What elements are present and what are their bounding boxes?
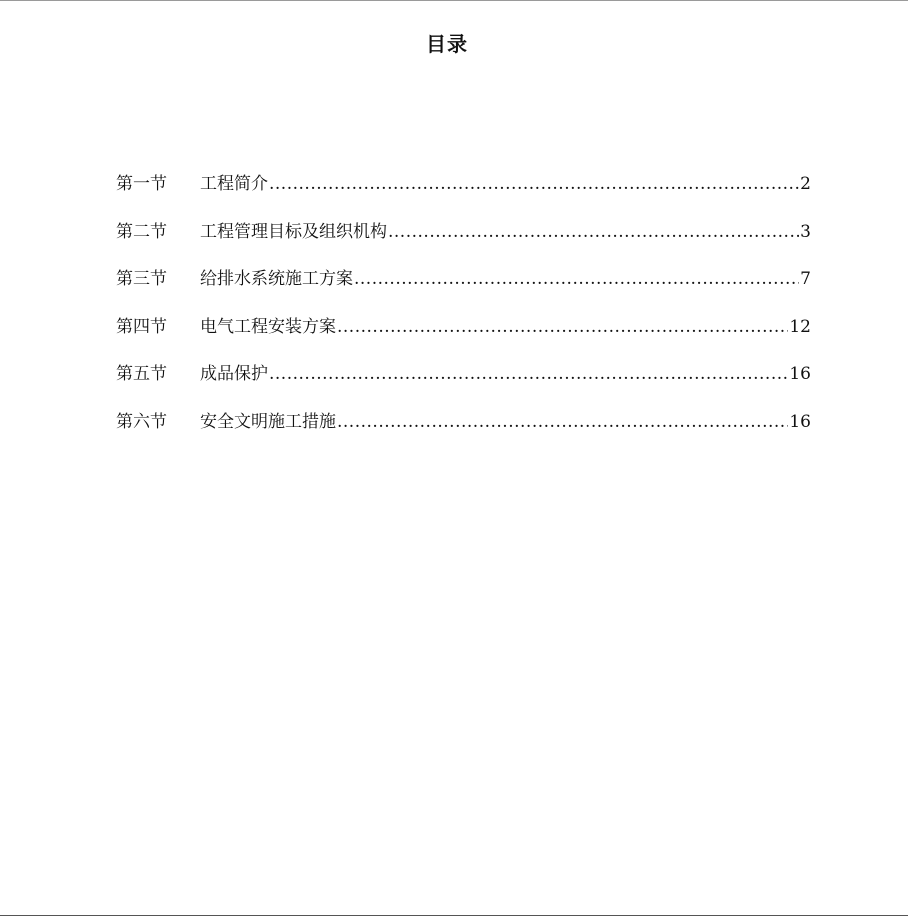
page-title: 目录 (426, 32, 468, 56)
dot-leader (354, 264, 799, 294)
toc-entry[interactable] (116, 264, 811, 312)
dot-leader (337, 312, 788, 342)
toc-entry-title: 安全文明施工措施 (200, 411, 336, 432)
toc-entry[interactable] (116, 407, 811, 455)
toc-entry-title: 工程管理目标及组织机构 (200, 221, 387, 242)
dot-leader (388, 217, 799, 247)
toc-section-number: 第三节 (116, 269, 167, 289)
toc-section-number: 第二节 (116, 221, 167, 242)
toc-entry[interactable] (116, 169, 811, 217)
toc-section-number: 第五节 (116, 364, 167, 384)
toc-page-number: 16 (789, 364, 811, 384)
toc-section-number: 第一节 (116, 174, 167, 194)
top-border-line (0, 0, 908, 1)
toc-page-number: 2 (800, 174, 811, 194)
toc-page-number: 3 (800, 221, 811, 242)
toc-page-number: 16 (789, 411, 811, 432)
toc-entry[interactable] (116, 312, 811, 360)
table-of-contents (116, 169, 811, 454)
toc-entry[interactable] (116, 359, 811, 407)
toc-entry-title: 电气工程安装方案 (200, 316, 336, 337)
dot-leader (337, 407, 788, 437)
toc-entry-title: 工程简介 (200, 174, 268, 194)
bottom-border-line (0, 915, 908, 916)
dot-leader (269, 169, 799, 199)
toc-page-number: 12 (789, 316, 811, 337)
toc-entry[interactable] (116, 217, 811, 265)
toc-section-number: 第四节 (116, 316, 167, 337)
toc-entry-title: 给排水系统施工方案 (200, 269, 353, 289)
dot-leader (269, 359, 788, 389)
toc-page-number: 7 (800, 269, 811, 289)
toc-section-number: 第六节 (116, 411, 167, 432)
toc-entry-title: 成品保护 (200, 364, 268, 384)
